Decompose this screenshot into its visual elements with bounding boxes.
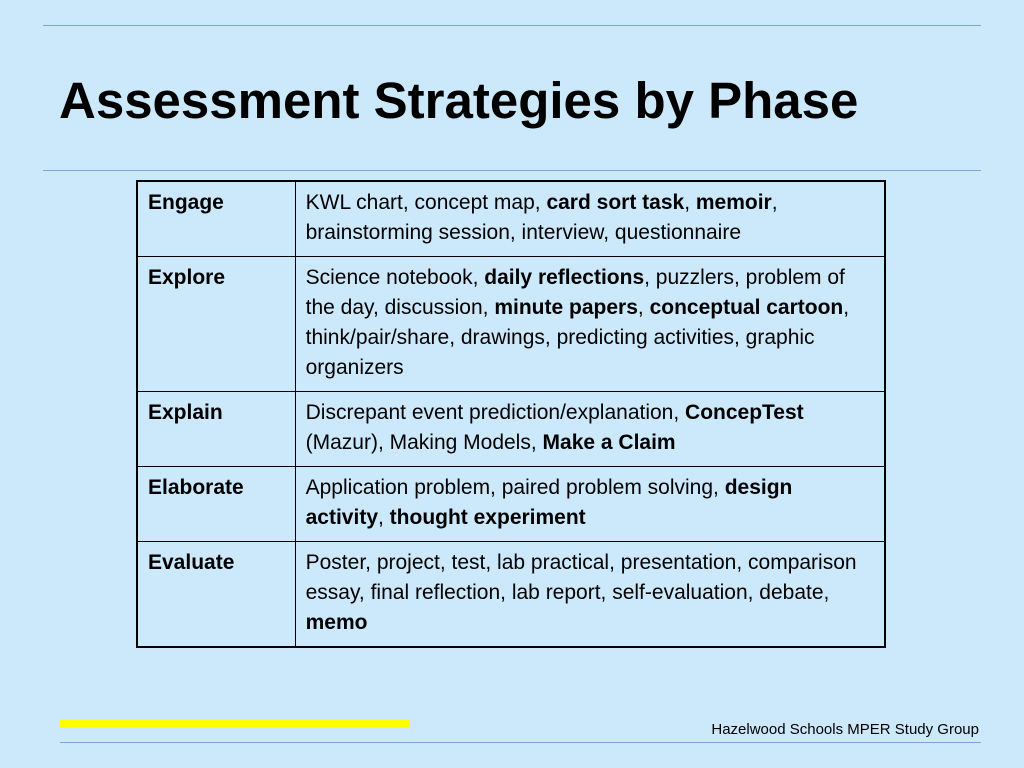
highlighted-strategy: ConcepTest <box>685 401 804 424</box>
strategy-text: , puzzlers, problem of the day, discussion, <box>305 266 845 319</box>
phase-name: Explore <box>137 257 295 392</box>
footer-credit: Hazelwood Schools MPER Study Group <box>711 721 979 738</box>
phase-strategies <box>295 392 885 467</box>
top-divider <box>43 25 981 26</box>
phase-strategies <box>295 467 885 542</box>
strategy-text: , think/pair/share, drawings, predicting activities, graphic organizers <box>305 296 850 379</box>
highlighted-strategy: memo <box>305 611 368 634</box>
strategy-text: (Mazur), Making Models, <box>305 431 543 454</box>
phase-name: Engage <box>137 181 295 257</box>
highlighted-strategy: memoir <box>695 191 772 214</box>
strategy-text: , brainstorming session, interview, questionnaire <box>305 191 778 244</box>
highlighted-strategy: thought experiment <box>389 506 586 529</box>
phase-row-explain <box>137 392 885 467</box>
phase-name: Evaluate <box>137 542 295 648</box>
bottom-divider <box>60 742 981 743</box>
strategy-text: Application problem, paired problem solving, <box>305 476 725 499</box>
strategy-text: KWL chart, concept map, <box>305 191 547 214</box>
phase-strategies <box>295 181 885 257</box>
phase-row-evaluate <box>137 542 885 648</box>
strategy-text: , <box>378 506 390 529</box>
highlighted-strategy: conceptual cartoon <box>649 296 844 319</box>
strategy-text: Poster, project, test, lab practical, presentation, comparison essay, final reflection, lab report, self-evaluation, debate, <box>305 551 857 604</box>
highlighted-strategy: daily reflections <box>484 266 645 289</box>
strategy-text: Science notebook, <box>305 266 485 289</box>
title-divider <box>43 170 981 171</box>
phase-row-engage <box>137 181 885 257</box>
phase-row-elaborate <box>137 467 885 542</box>
phase-row-explore <box>137 257 885 392</box>
phase-name: Elaborate <box>137 467 295 542</box>
slide-title: Assessment Strategies by Phase <box>59 72 859 129</box>
accent-bar <box>60 720 410 728</box>
phase-name: Explain <box>137 392 295 467</box>
highlighted-strategy: Make a Claim <box>542 431 676 454</box>
highlighted-strategy: design activity <box>305 476 793 529</box>
strategy-text: , <box>684 191 696 214</box>
strategy-text: Discrepant event prediction/explanation, <box>305 401 686 424</box>
phase-strategy-table <box>136 180 886 648</box>
highlighted-strategy: card sort task <box>546 191 685 214</box>
phase-strategies <box>295 542 885 648</box>
strategy-text: , <box>637 296 650 319</box>
phase-strategies <box>295 257 885 392</box>
highlighted-strategy: minute papers <box>494 296 638 319</box>
